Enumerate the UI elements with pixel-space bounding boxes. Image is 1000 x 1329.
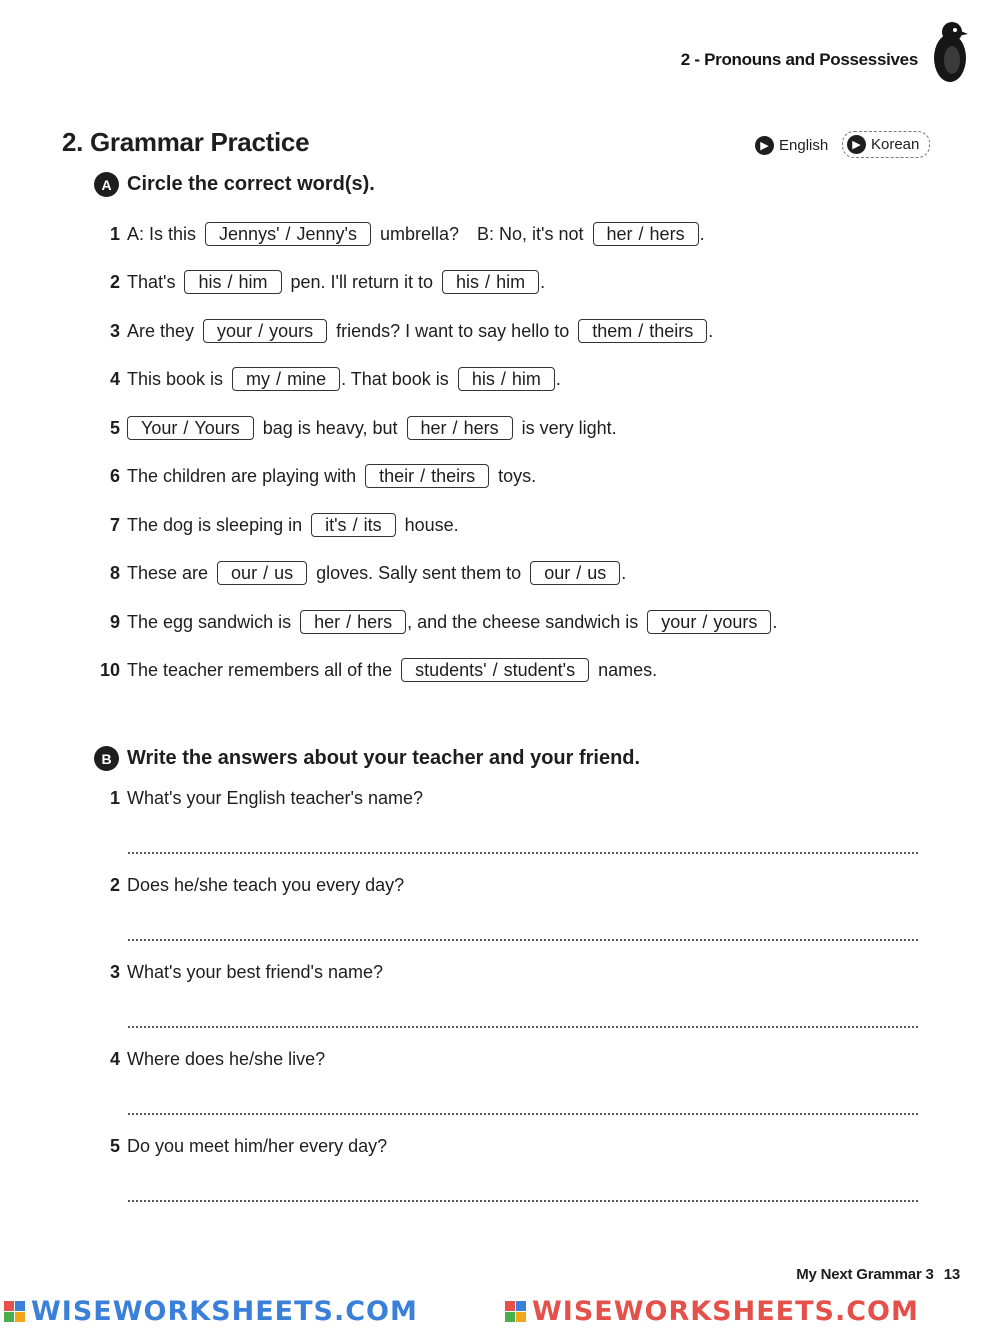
question-text: This book is (127, 368, 224, 389)
answer-line-5[interactable] (128, 1200, 918, 1202)
answer-line-4[interactable] (128, 1113, 918, 1115)
question-number: 5 (109, 417, 120, 438)
option-1[interactable]: his (456, 271, 480, 292)
question-number: 3 (109, 320, 120, 341)
write-question-4 (100, 1049, 325, 1070)
choice-box[interactable]: her / hers (300, 610, 406, 634)
question-text: B: No, it's not (477, 223, 584, 244)
question-text: toys. (498, 465, 537, 486)
choice-box[interactable]: his / him (458, 367, 555, 391)
play-icon: ▶ (847, 135, 866, 154)
option-1[interactable]: my (246, 368, 271, 389)
option-1[interactable]: them (592, 320, 633, 341)
option-1[interactable]: Your (141, 417, 178, 438)
question-number: 1 (109, 223, 120, 244)
question-text: The teacher remembers all of the (127, 659, 393, 680)
option-1[interactable]: your (217, 320, 253, 341)
write-question-5 (100, 1136, 387, 1157)
choice-box[interactable]: Jennys' / Jenny's (205, 222, 371, 246)
question-text: , and the cheese sandwich is (407, 611, 639, 632)
question-10 (100, 655, 657, 685)
option-2[interactable]: hers (463, 417, 499, 438)
option-1[interactable]: it's (325, 514, 347, 535)
question-text: pen. I'll return it to (290, 271, 434, 292)
english-label: English (779, 137, 829, 154)
choice-box[interactable]: your / yours (647, 610, 771, 634)
write-question-3 (100, 962, 383, 983)
choice-box[interactable]: them / theirs (578, 319, 707, 343)
option-1[interactable]: her (314, 611, 341, 632)
section-b-heading (94, 746, 640, 771)
question-text: names. (598, 659, 658, 680)
section-a-instruction: Circle the correct word(s). (127, 173, 375, 195)
option-2[interactable]: Jenny's (296, 223, 357, 244)
play-icon: ▶ (755, 136, 774, 155)
question-text: These are (127, 562, 209, 583)
question-text: What's your best friend's name? (127, 962, 383, 982)
question-number: 4 (109, 1049, 120, 1069)
question-9 (100, 607, 777, 637)
option-2[interactable]: us (587, 562, 607, 583)
question-number: 7 (109, 514, 120, 535)
option-1[interactable]: our (231, 562, 258, 583)
question-8 (100, 558, 626, 588)
korean-label: Korean (871, 136, 920, 153)
choice-box[interactable]: it's / its (311, 513, 395, 537)
book-title: My Next Grammar 3 (796, 1266, 934, 1283)
choice-box[interactable]: our / us (530, 561, 620, 585)
question-text: The egg sandwich is (127, 611, 292, 632)
question-text: . (555, 368, 561, 389)
question-text: . (772, 611, 778, 632)
option-2[interactable]: theirs (649, 320, 694, 341)
question-4 (100, 364, 561, 394)
question-text: That's (127, 271, 176, 292)
question-text: Do you meet him/her every day? (127, 1136, 388, 1156)
choice-box[interactable]: students' / student's (401, 658, 589, 682)
page-number: 13 (943, 1266, 960, 1283)
question-text: Does he/she teach you every day? (127, 875, 405, 895)
wise-logo-icon (505, 1301, 526, 1322)
option-2[interactable]: theirs (431, 465, 476, 486)
choice-box[interactable]: her / hers (407, 416, 513, 440)
answer-line-3[interactable] (128, 1026, 918, 1028)
option-1[interactable]: your (661, 611, 697, 632)
question-number: 8 (109, 562, 120, 583)
choice-box[interactable]: my / mine (232, 367, 340, 391)
question-number: 5 (109, 1136, 120, 1156)
section-b-instruction: Write the answers about your teacher and your friend. (127, 747, 641, 769)
question-text: Are they (127, 320, 195, 341)
option-2[interactable]: yours (269, 320, 314, 341)
choice-box[interactable]: his / him (184, 270, 281, 294)
question-text: What's your English teacher's name? (127, 788, 424, 808)
watermark-text: WISEWORKSHEETS.COM (31, 1295, 418, 1327)
page-title: 2. Grammar Practice (62, 127, 310, 157)
question-number: 2 (109, 875, 120, 895)
question-6 (100, 461, 536, 491)
option-2[interactable]: hers (649, 223, 685, 244)
choice-box[interactable]: our / us (217, 561, 307, 585)
question-text: . (699, 223, 705, 244)
question-7 (100, 510, 459, 540)
write-question-1 (100, 788, 423, 809)
option-2[interactable]: its (363, 514, 382, 535)
english-audio-button[interactable] (755, 136, 828, 155)
watermark-2 (505, 1293, 919, 1329)
option-2[interactable]: him (511, 368, 541, 389)
question-text: bag is heavy, but (262, 417, 398, 438)
question-number: 4 (109, 368, 120, 389)
option-1[interactable]: his (198, 271, 222, 292)
korean-audio-button[interactable] (842, 131, 930, 158)
question-text: Where does he/she live? (127, 1049, 326, 1069)
option-1[interactable]: students' (415, 659, 487, 680)
choice-box[interactable]: his / him (442, 270, 539, 294)
question-text: The children are playing with (127, 465, 357, 486)
option-1[interactable]: Jennys' (219, 223, 280, 244)
option-2[interactable]: us (274, 562, 294, 583)
option-2[interactable]: him (496, 271, 526, 292)
question-3 (100, 316, 713, 346)
question-text: is very light. (521, 417, 617, 438)
question-text: . (708, 320, 714, 341)
question-text: The dog is sleeping in (127, 514, 303, 535)
question-number: 2 (109, 271, 120, 292)
question-number: 3 (109, 962, 120, 982)
option-2[interactable]: yours (713, 611, 758, 632)
question-text: . That book is (341, 368, 449, 389)
question-5 (100, 413, 617, 443)
question-2 (100, 267, 545, 297)
section-a-heading (94, 172, 375, 197)
section-a-badge: A (94, 172, 119, 197)
option-1[interactable]: our (544, 562, 571, 583)
penguin-mascot-icon (928, 18, 972, 84)
question-text: friends? I want to say hello to (336, 320, 570, 341)
option-2[interactable]: him (238, 271, 268, 292)
answer-line-1[interactable] (128, 852, 918, 854)
watermark-text: WISEWORKSHEETS.COM (532, 1295, 919, 1327)
option-1[interactable]: her (420, 417, 447, 438)
answer-line-2[interactable] (128, 939, 918, 941)
option-2[interactable]: Yours (194, 417, 240, 438)
choice-box[interactable]: Your / Yours (127, 416, 254, 440)
question-number: 6 (109, 465, 120, 486)
question-number: 10 (100, 659, 121, 680)
question-text: gloves. Sally sent them to (316, 562, 522, 583)
option-2[interactable]: student's (503, 659, 576, 680)
option-1[interactable]: their (379, 465, 415, 486)
question-text: house. (404, 514, 459, 535)
option-2[interactable]: hers (357, 611, 393, 632)
option-1[interactable]: her (606, 223, 633, 244)
question-number: 1 (109, 788, 120, 808)
question-text: A: Is this (127, 223, 197, 244)
question-number: 9 (109, 611, 120, 632)
question-1 (100, 219, 705, 249)
option-1[interactable]: his (471, 368, 495, 389)
watermark-1 (4, 1293, 418, 1329)
choice-box[interactable]: their / theirs (365, 464, 489, 488)
section-b-badge: B (94, 746, 119, 771)
question-text: . (540, 271, 546, 292)
option-2[interactable]: mine (287, 368, 327, 389)
choice-box[interactable]: her / hers (593, 222, 699, 246)
wise-logo-icon (4, 1301, 25, 1322)
write-question-2 (100, 875, 404, 896)
choice-box[interactable]: your / yours (203, 319, 327, 343)
question-text: . (621, 562, 627, 583)
page-footer (796, 1266, 960, 1283)
chapter-title: 2 - Pronouns and Possessives (680, 50, 918, 69)
question-text: umbrella? (379, 223, 460, 244)
